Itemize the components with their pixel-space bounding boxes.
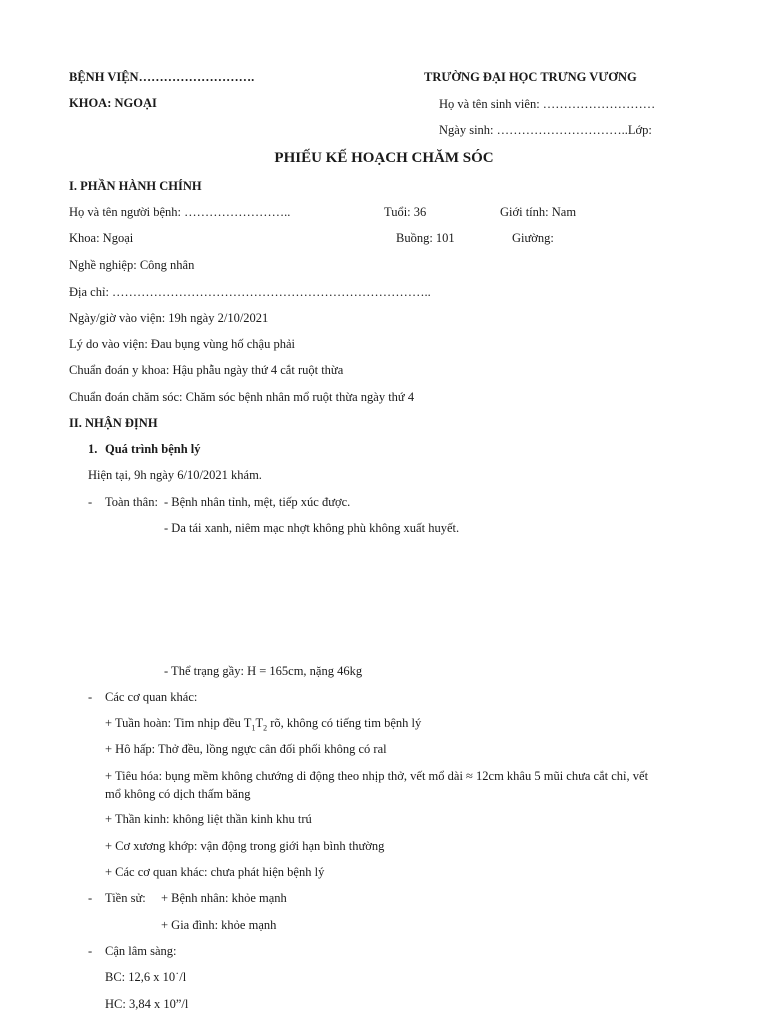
patient-department: Khoa: Ngoại	[69, 231, 134, 245]
bullet-dash: -	[88, 891, 93, 905]
general-finding-3: - Thể trạng gầy: H = 165cm, nặng 46kg	[164, 664, 363, 678]
patient-name-field: Họ và tên người bệnh: ……………………..	[69, 205, 291, 219]
hospital-name: BỆNH VIỆN……………………….	[69, 70, 255, 84]
circulation-text-end: rõ, không có tiếng tim bệnh lý	[267, 716, 422, 730]
medical-diagnosis: Chuẩn đoán y khoa: Hậu phẫu ngày thứ 4 cắt ruột thừa	[69, 363, 344, 377]
student-dob-field: Ngày sinh: …………………………..Lớp:	[439, 123, 652, 137]
student-name-field: Họ và tên sinh viên: ………………………	[439, 97, 656, 111]
patient-bed: Giường:	[512, 231, 554, 245]
circulation-t2: T	[255, 716, 264, 730]
respiratory-finding: + Hô hấp: Thở đều, lồng ngực cân đối phối không có ral	[105, 742, 387, 756]
section-assessment-heading: II. NHẬN ĐỊNH	[69, 416, 158, 430]
page-title: PHIẾU KẾ HOẠCH CHĂM SÓC	[274, 150, 494, 166]
organs-label: Các cơ quan khác:	[105, 690, 198, 704]
bullet-dash: -	[88, 690, 93, 704]
history-patient: + Bệnh nhân: khỏe mạnh	[161, 891, 287, 905]
patient-address: Địa chỉ: …………………………………………………………………..	[69, 285, 431, 299]
circulation-finding	[105, 715, 421, 737]
subscript-1: 1	[251, 723, 256, 733]
admission-time: Ngày/giờ vào viện: 19h ngày 2/10/2021	[69, 311, 269, 325]
subscript-2: 2	[263, 723, 268, 733]
admission-reason: Lý do vào viện: Đau bụng vùng hố chậu phải	[69, 337, 295, 351]
circulation-text: + Tuần hoàn: Tim nhịp đều T	[105, 716, 252, 730]
history-label: Tiền sử:	[105, 891, 146, 905]
history-family: + Gia đình: khỏe mạnh	[161, 918, 277, 932]
bullet-dash: -	[88, 495, 93, 509]
other-organs-finding: + Các cơ quan khác: chưa phát hiện bệnh lý	[105, 865, 325, 879]
lab-rbc: HC: 3,84 x 10”/l	[105, 997, 189, 1011]
lab-label: Cận lâm sàng:	[105, 944, 177, 958]
general-label: Toàn thân:	[105, 495, 158, 509]
care-diagnosis: Chuẩn đoán chăm sóc: Chăm sóc bệnh nhân mổ ruột thừa ngày thứ 4	[69, 390, 415, 404]
neuro-finding: + Thần kinh: không liệt thần kinh khu trú	[105, 812, 312, 826]
section-admin-heading: I. PHẦN HÀNH CHÍNH	[69, 179, 202, 193]
bullet-dash: -	[88, 944, 93, 958]
exam-time: Hiện tại, 9h ngày 6/10/2021 khám.	[88, 468, 262, 482]
subsection-title: Quá trình bệnh lý	[105, 442, 201, 456]
general-finding-1: - Bệnh nhân tỉnh, mệt, tiếp xúc được.	[164, 495, 351, 509]
digestive-finding: + Tiêu hóa: bụng mềm không chướng di động theo nhịp thở, vết mổ dài ≈ 12cm khâu 5 mũi chưa cắt chỉ, vết mổ không có dịch thấm băng	[105, 769, 649, 801]
patient-room: Buồng: 101	[396, 231, 455, 245]
general-finding-2: - Da tái xanh, niêm mạc nhợt không phù không xuất huyết.	[164, 521, 460, 535]
university-name: TRƯỜNG ĐẠI HỌC TRƯNG VƯƠNG	[424, 70, 637, 84]
lab-wbc: BC: 12,6 x 10˙/l	[105, 970, 187, 984]
patient-occupation: Nghề nghiệp: Công nhân	[69, 258, 195, 272]
patient-age: Tuổi: 36	[384, 205, 427, 219]
subsection-number: 1.	[88, 442, 98, 456]
patient-gender: Giới tính: Nam	[500, 205, 577, 219]
department-label: KHOA: NGOẠI	[69, 96, 157, 110]
musculoskeletal-finding: + Cơ xương khớp: vận động trong giới hạn bình thường	[105, 839, 385, 853]
